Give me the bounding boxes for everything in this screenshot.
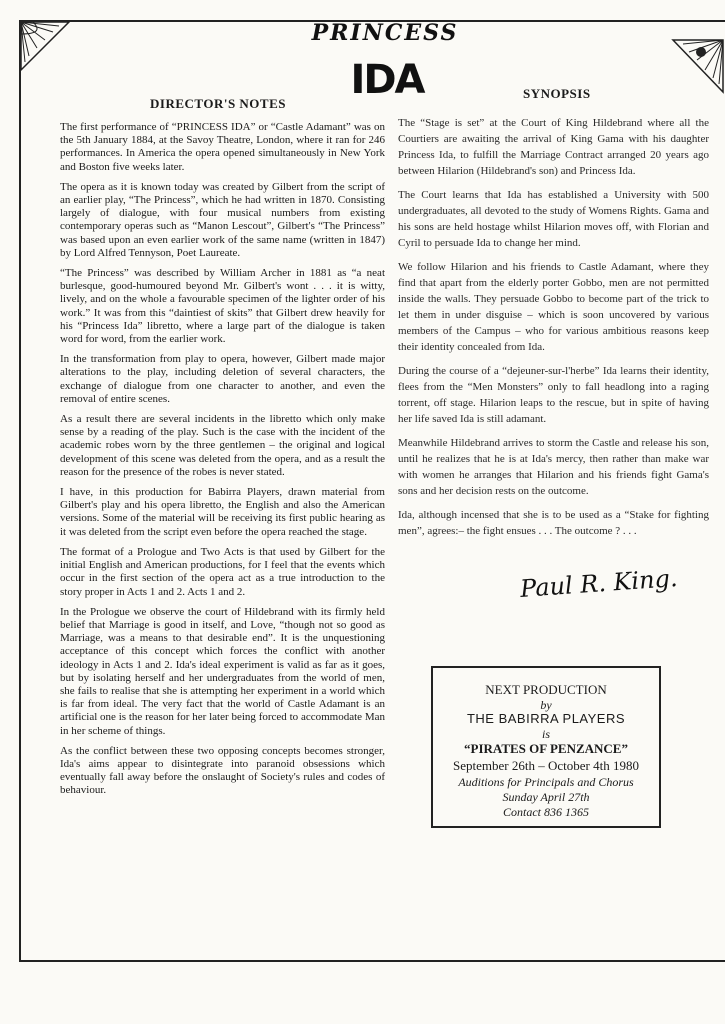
logo-ida: IDA [350, 57, 424, 103]
synopsis-heading: SYNOPSIS [523, 86, 591, 101]
notes-paragraph: “The Princess” was described by William Archer in 1881 as “a neat burlesque, good-humoured beyond Mr. Gilbert's wont . . . it is witty, lively, and on the whole a favourable specimen of the lighter order of his work.” It was from this “daintiest of skits” that Gilbert drew heavily for his “Princess Ida” libretto, where a large part of the dialogue is taken word for word, from the earlier work. [60, 267, 385, 346]
notes-paragraph: The opera as it is known today was created by Gilbert from the script of an earlier play, “The Princess”, which he had written in 1870. Consisting largely of dialogue, with four musical numbers from existing contemporary operas such as “Manon Lescout”, Gilbert's “The Princess” was based upon an even earlier work of the same name (written in 1847) by Lord Alfred Tennyson, Poet Laureate. [60, 180, 385, 259]
synopsis-paragraph: During the course of a “dejeuner-sur-l'herbe” Ida learns their identity, flees from the “Men Monsters” only to fall headlong into a raging torrent, off stage. Hilarion leaps to the rescue, but in spite of having her life saved Ida is still adamant. [398, 365, 709, 425]
synopsis-body [398, 115, 709, 547]
notes-paragraph: In the Prologue we observe the court of Hildebrand with its firmly held belief that Marriage is good in itself, and Love, “though not so good as Marriage, was a means to that desirable end”. It is the unquestioning acceptance of this concept which forces the conflict with another ideology in Acts 1 and 2. Ida's ideal experiment is valid as far as it goes, but by isolating herself and her undergraduates from the world of men, she fails to realise that she is attempting her experiment in a world which is far from ideal. The very fact that the world of Castle Adamant is an artificial one is the reason for her later being forced to accommodate Man in her scheme of things. [60, 605, 385, 737]
notes-paragraph: I have, in this production for Babirra Players, drawn material from Gilbert's play and his opera libretto, the English and also the American versions. Some of the material will be receiving its first public hearing as it was deleted from the script even before the opera reached the stage. [60, 486, 385, 538]
notes-paragraph: The format of a Prologue and Two Acts is that used by Gilbert for the initial English and American productions, for I feel that the events which occur in the first section of the opera act as a true introduction to the story proper in Acts 1 and 2. Acts 1 and 2. [60, 545, 385, 598]
logo-princess: PRINCESS [311, 20, 459, 46]
director-signature: Paul R. King. [519, 564, 679, 603]
next-production-title: NEXT PRODUCTION [485, 682, 607, 697]
next-production-auditions: Auditions for Principals and Chorus [458, 775, 634, 789]
next-production-company: THE BABIRRA PLAYERS [466, 711, 626, 726]
notes-paragraph: As a result there are several incidents in the libretto which only make sense by a reading of the play. Such is the case with the incident of the academic robes worn by the three gentlemen – the original and logical development of this scene was deleted from the opera, and as a result the reason for the presence of the robes is never stated. [60, 413, 385, 478]
notes-paragraph: As the conflict between these two opposing concepts becomes stronger, Ida's aims appear to disintegrate into paranoid obsessions which eventually fall away before the onslaught of Society's rules and codes of behaviour. [60, 744, 385, 797]
fan-ornament-top-right-icon [671, 38, 725, 94]
page-bottom-rule [19, 960, 725, 962]
synopsis-paragraph: Meanwhile Hildebrand arrives to storm the Castle and release his son, until he realizes that he is at Ida's mercy, then rather than make war with women he arranges that Hilarion and his friends fight Gama's sons and her decision rests on the outcome. [398, 437, 709, 497]
next-production-contact: Contact 836 1365 [503, 805, 589, 819]
synopsis-paragraph: We follow Hilarion and his friends to Castle Adamant, where they find that apart from the elderly porter Gobbo, men are not permitted inside the walls. They persuade Gobbo to become part of the trick to let them in under disguise – which is soon uncovered by various members of the Campus – who for various ambitious reasons keep their identity concealed from Ida. [398, 261, 709, 353]
next-production-is: is [541, 727, 550, 741]
next-production-box [431, 666, 661, 828]
next-production-show: “PIRATES OF PENZANCE” [464, 741, 628, 756]
notes-paragraph: The first performance of “PRINCESS IDA” or “Castle Adamant” was on the 5th January 1884, at the Savoy Theatre, London, where it ran for 246 performances. In America the opera opened simultaneously in New York and Boston five weeks later. [60, 121, 385, 173]
synopsis-paragraph: Ida, although incensed that she is to be used as a “Stake for fighting men”, agrees:– the fight ensues . . . The outcome ? . . . [398, 509, 709, 537]
next-production-audition-date: Sunday April 27th [502, 790, 590, 804]
directors-notes-heading: DIRECTOR'S NOTES [150, 96, 286, 111]
directors-notes-body [60, 121, 385, 805]
synopsis-paragraph: The “Stage is set” at the Court of King Hildebrand where all the Courtiers are awaiting the arrival of King Gama with his daughter Princess Ida, to fulfill the Marriage Contract arranged 20 years ago between Hilarion (Hildebrand's son) and Princess Ida. [398, 117, 709, 177]
next-production-dates: September 26th – October 4th 1980 [453, 758, 639, 773]
notes-paragraph: In the transformation from play to opera, however, Gilbert made major alterations to the play, including deletion of several characters, the exchange of dialogue from one character to another, and even the removal of entire scenes. [60, 353, 385, 405]
fan-ornament-top-left-icon [19, 20, 71, 72]
synopsis-paragraph: The Court learns that Ida has established a University with 500 undergraduates, all devoted to the study of Womens Rights. Gama and his sons are held hostage whilst Hilarion moves off, with Florian and Cyril to persuade Ida to change her mind. [398, 189, 709, 249]
next-production-by: by [540, 698, 552, 712]
